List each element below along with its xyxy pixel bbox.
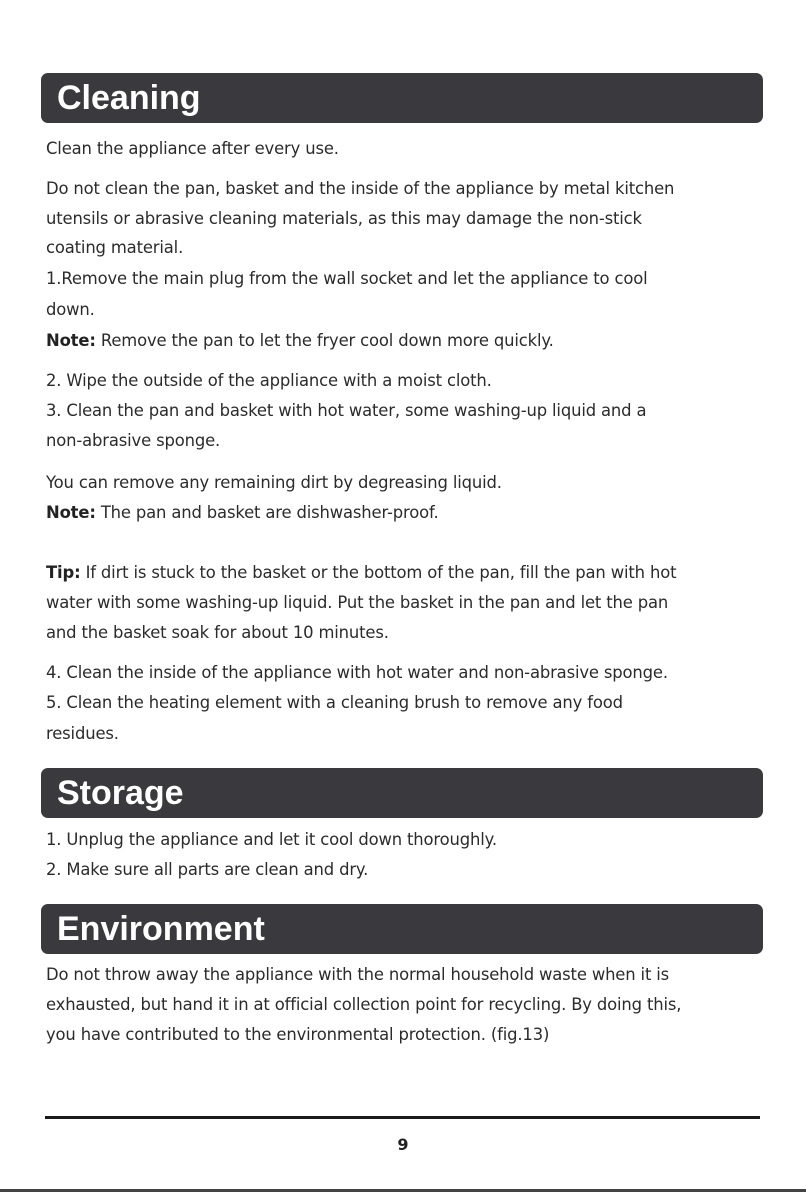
cleaning-text-line: 1.Remove the main plug from the wall socket and let the appliance to cool [46,269,648,288]
storage-heading: Storage [41,768,763,818]
cleaning-text-line: down. [46,300,95,319]
note-label: Note: [46,503,96,522]
storage-text-line: 1. Unplug the appliance and let it cool down thoroughly. [46,830,497,849]
environment-text-line: you have contributed to the environmental protection. (fig.13) [46,1025,550,1044]
environment-text-line: Do not throw away the appliance with the normal household waste when it is [46,965,670,984]
cleaning-text-line: non-abrasive sponge. [46,431,221,450]
note-line [46,330,766,352]
tip-label: Tip: [46,563,81,582]
tip-line [46,562,766,584]
storage-text-line: 2. Make sure all parts are clean and dry. [46,860,369,879]
note-label: Note: [46,331,96,350]
page-number: 9 [397,1135,409,1154]
footer-divider [45,1116,760,1119]
environment-heading: Environment [41,904,763,954]
tip-text: If dirt is stuck to the basket or the bottom of the pan, fill the pan with hot [85,563,677,582]
cleaning-text-line: 2. Wipe the outside of the appliance with a moist cloth. [46,371,492,390]
cleaning-text-line: You can remove any remaining dirt by degreasing liquid. [46,473,502,492]
cleaning-text-line: and the basket soak for about 10 minutes. [46,623,389,642]
cleaning-heading: Cleaning [41,73,763,123]
note-line [46,502,766,524]
cleaning-text-line: coating material. [46,238,184,257]
cleaning-text-line: Do not clean the pan, basket and the inside of the appliance by metal kitchen [46,179,675,198]
cleaning-text-line: residues. [46,724,119,743]
cleaning-text-line: 3. Clean the pan and basket with hot water, some washing-up liquid and a [46,401,647,420]
environment-text-line: exhausted, but hand it in at official collection point for recycling. By doing this, [46,995,682,1014]
cleaning-text-line: Clean the appliance after every use. [46,139,339,158]
cleaning-text-line: utensils or abrasive cleaning materials, as this may damage the non-stick [46,209,642,228]
cleaning-text-line: 5. Clean the heating element with a cleaning brush to remove any food [46,693,623,712]
cleaning-text-line: water with some washing-up liquid. Put the basket in the pan and let the pan [46,593,669,612]
note-text: Remove the pan to let the fryer cool down more quickly. [100,331,554,350]
note-text: The pan and basket are dishwasher-proof. [100,503,439,522]
cleaning-text-line: 4. Clean the inside of the appliance with hot water and non-abrasive sponge. [46,663,668,682]
